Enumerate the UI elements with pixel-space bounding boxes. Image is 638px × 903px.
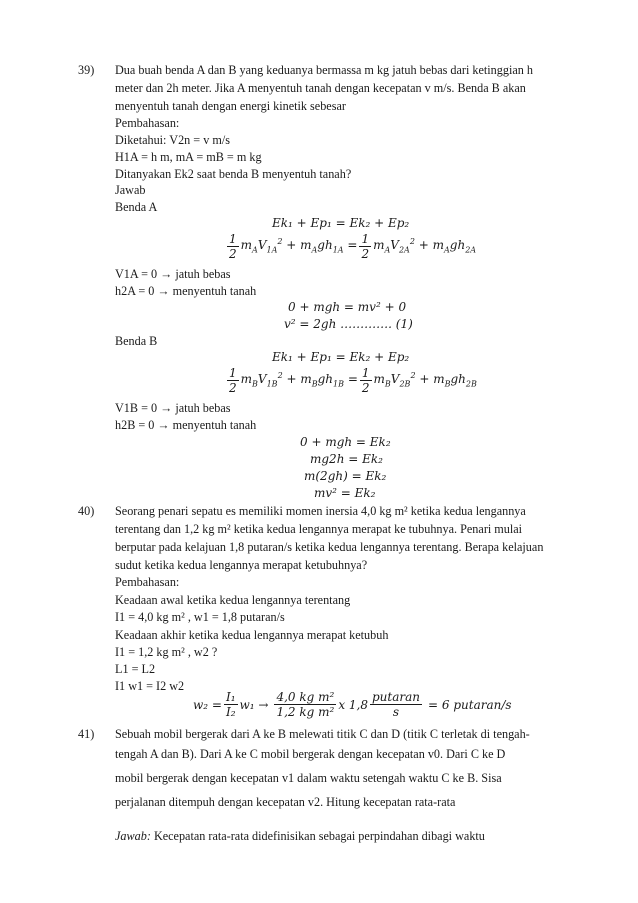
q41-line-3: mobil bergerak dengan kecepatan v1 dalam waktu setengah waktu C ke B. Sisa	[115, 771, 502, 785]
q40-line-3: berputar pada kelajuan 1,8 putaran/s ketika kedua lengannya terentang. Berapa kelajuan	[115, 540, 544, 554]
q39-jawab: Jawab	[115, 183, 146, 197]
q39-line-2: meter dan 2h meter. Jika A menyentuh tanah dengan kecepatan v m/s. Benda B akan	[115, 81, 526, 95]
fraction-half: $\frac{1}{2}$	[229, 366, 237, 395]
q40-initial-values: I1 = 4,0 kg m² , w1 = 1,8 putaran/s	[115, 610, 285, 624]
q39-ditanyakan: Ditanyakan Ek2 saat benda B menyentuh tanah?	[115, 167, 352, 181]
q39-line-1: Dua buah benda A dan B yang keduanya bermassa m kg jatuh bebas dari ketinggian h	[115, 63, 533, 77]
q39-pembahasan: Pembahasan:	[115, 116, 180, 130]
eq-energy-a: Ek₁ + Ep₁ = Ek₂ + Ep₂	[272, 216, 410, 230]
v1a-condition: V1A = 0 → jatuh bebas	[115, 267, 231, 281]
q40-pembahasan: Pembahasan:	[115, 575, 180, 589]
q40-line-2: terentang dan 1,2 kg m² ketika kedua lengannya merapat ke tubuhnya. Penari mulai	[115, 522, 523, 536]
q41-jawab-text: Kecepatan rata-rata didefinisikan sebagai perpindahan dibagi waktu	[150, 829, 485, 843]
fraction-half: $\frac{1}{2}$	[361, 366, 370, 395]
q40-final-state: Keadaan akhir ketika kedua lengannya merapat ketubuh	[115, 628, 389, 642]
eq-angular-velocity: w₂ = $\frac{\text{I₁}}{\text{I₂}}$ w₁ → $\frac{\text{4,0 kg m²}}{\text{1,2 kg m²}}$ x 1,8 $\frac{\text{putaran}}{s}$ = 6 putaran/s	[193, 690, 512, 719]
q39-benda-a: Benda A	[115, 200, 158, 214]
q39-given-h-m: H1A = h m, mA = mB = m kg	[115, 150, 262, 164]
question-41-number: 41)	[78, 727, 95, 741]
eq-a-result: v² = 2gh …………. (1)	[284, 317, 413, 331]
q40-momentum-equality: L1 = L2	[115, 662, 156, 676]
h2b-condition: h2B = 0 → menyentuh tanah	[115, 418, 257, 432]
v1b-condition: V1B = 0 → jatuh bebas	[115, 401, 231, 415]
q39-benda-b: Benda B	[115, 334, 158, 348]
q39-line-3: menyentuh tanah dengan energi kinetik sebesar	[115, 99, 346, 113]
question-39-number: 39)	[78, 63, 95, 77]
q39-diketahui: Diketahui: V2n = v m/s	[115, 133, 230, 147]
q40-line-4: sudut ketika kedua lengannya merapat ketubuhnya?	[115, 558, 368, 572]
q41-line-2: tengah A dan B). Dari A ke C mobil bergerak dengan kecepatan v0. Dari C ke D	[115, 747, 506, 761]
eq-energy-b: Ek₁ + Ep₁ = Ek₂ + Ep₂	[272, 350, 410, 364]
q41-line-4: perjalanan ditempuh dengan kecepatan v2. Hitung kecepatan rata-rata	[115, 795, 456, 809]
eq-b-step-1: 0 + mgh = Ek₂	[300, 435, 391, 449]
q41-jawab-line	[115, 828, 485, 844]
fraction-half: $\frac{1}{2}$	[361, 232, 370, 261]
eq-energy-b-expanded: $\frac{1}{2}$ $m_BV_{1B}^2 + m_Bgh_{1B}$ = $\frac{1}{2}$ $m_BV_{2B}^2 + m_Bgh_{2B}$	[229, 366, 477, 395]
q40-initial-state: Keadaan awal ketika kedua lengannya terentang	[115, 593, 351, 607]
eq-a-step: 0 + mgh = mv² + 0	[288, 300, 407, 314]
q40-momentum-formula: I1 w1 = I2 w2	[115, 679, 185, 693]
question-40-number: 40)	[78, 504, 95, 518]
eq-b-step-4: mv² = Ek₂	[314, 486, 376, 500]
q41-jawab-label: Jawab:	[115, 829, 151, 843]
fraction-half: $\frac{1}{2}$	[229, 232, 237, 261]
q40-line-1: Seorang penari sepatu es memiliki momen inersia 4,0 kg m² ketika kedua lengannya	[115, 504, 526, 518]
q41-line-1: Sebuah mobil bergerak dari A ke B melewati titik C dan D (titik C terletak di tengah-	[115, 727, 530, 741]
eq-b-step-3: m(2gh) = Ek₂	[304, 469, 387, 483]
eq-energy-a-expanded: $\frac{1}{2}$ $m_AV_{1A}^2 + m_Agh_{1A}$ = $\frac{1}{2}$ $m_AV_{2A}^2 + m_Agh_{2A}$	[229, 232, 477, 261]
h2a-condition: h2A = 0 → menyentuh tanah	[115, 284, 257, 298]
q40-final-values: I1 = 1,2 kg m² , w2 ?	[115, 645, 218, 659]
eq-b-step-2: mg2h = Ek₂	[310, 452, 383, 466]
